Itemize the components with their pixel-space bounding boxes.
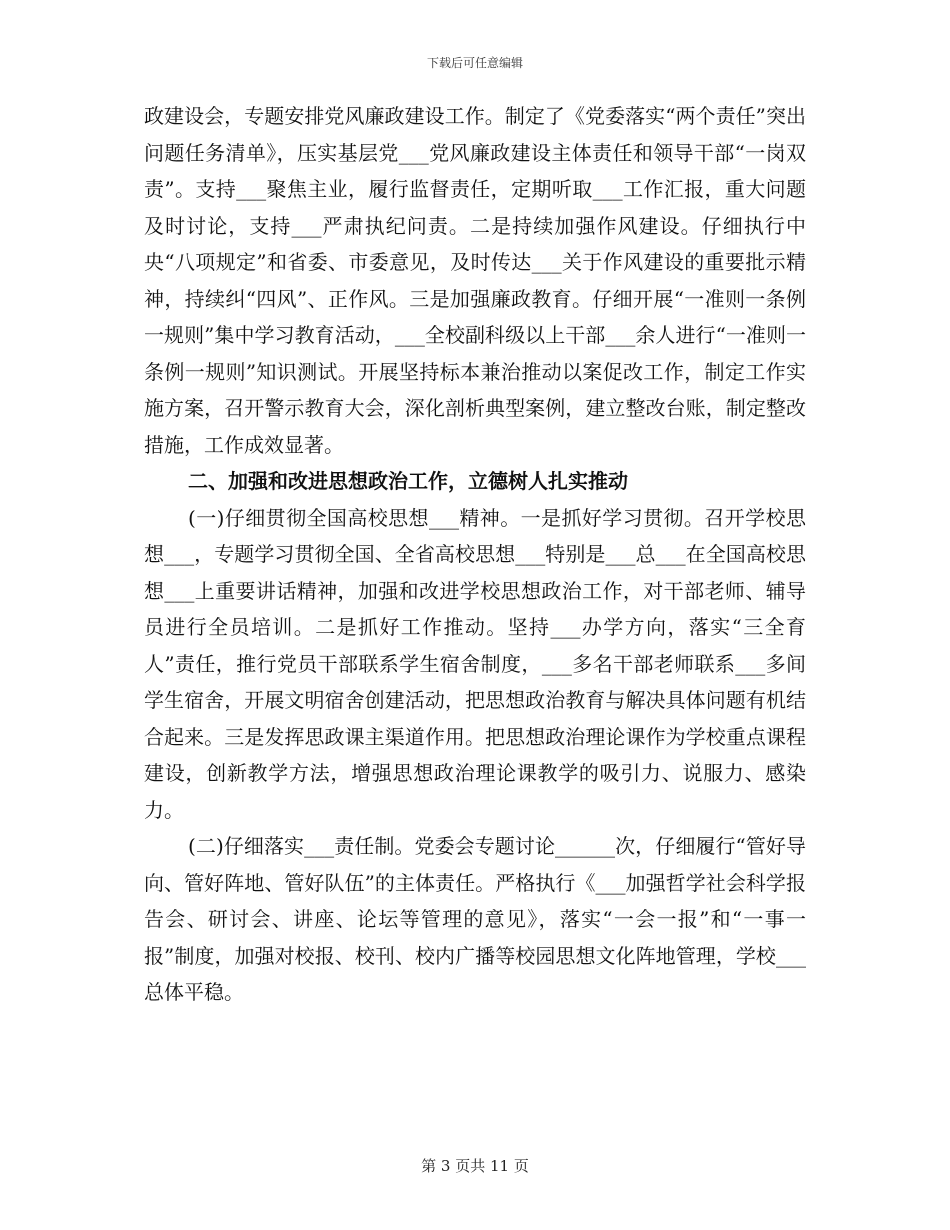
- section-heading-ideological-work: 二、加强和改进思想政治工作，立德树人扎实推动: [188, 469, 628, 493]
- paragraph-party-conduct: 政建设会，专题安排党风廉政建设工作。制定了《党委落实“两个责任”突出问题任务清单》，压实基层党___党风廉政建设主体责任和领导干部“一岗双责”。支持___聚焦主业，履行监督责任，定期听取___工作汇报，重大问题及时讨论，支持___严肃执纪问责。二是持续加强作风建设。仔细执行中央“八项规定”和省委、市委意见，及时传达___关于作风建设的重要批示精神，持续纠“四风”、正作风。三是加强廉政教育。仔细开展“一准则一条例一规则”集中学习教育活动，___全校副科级以上干部___余人进行“一准则一条例一规则”知识测试。开展坚持标本兼治推动以案促改工作，制定工作实施方案，召开警示教育大会，深化剖析典型案例，建立整改台账，制定整改措施，工作成效显著。: [144, 104, 806, 457]
- page-number: 第 3 页共 11 页: [421, 1157, 529, 1175]
- page-header: 下载后可任意编辑: [426, 56, 523, 70]
- paragraph-responsibility-system: (二)仔细落实___责任制。党委会专题讨论______次，仔细履行“管好导向、管好阵地、管好队伍”的主体责任。严格执行《___加强哲学社会科学报告会、研讨会、讲座、论坛等管理的意见》，落实“一会一报”和“一事一报”制度，加强对校报、校刊、校内广播等校园思想文化阵地管理，学校___总体平稳。: [144, 834, 806, 1004]
- paragraph-ideological-implementation: (一)仔细贯彻全国高校思想___精神。一是抓好学习贯彻。召开学校思想___，专题学习贯彻全国、全省高校思想___特别是___总___在全国高校思想___上重要讲话精神，加强和改进学校思想政治工作，对干部老师、辅导员进行全员培训。二是抓好工作推动。坚持___办学方向，落实“三全育人”责任，推行党员干部联系学生宿舍制度，___多名干部老师联系___多间学生宿舍，开展文明宿舍创建活动，把思想政治教育与解决具体问题有机结合起来。三是发挥思政课主渠道作用。把思想政治理论课作为学校重点课程建设，创新教学方法，增强思想政治理论课教学的吸引力、说服力、感染力。: [144, 505, 806, 822]
- document-body: [144, 98, 806, 1011]
